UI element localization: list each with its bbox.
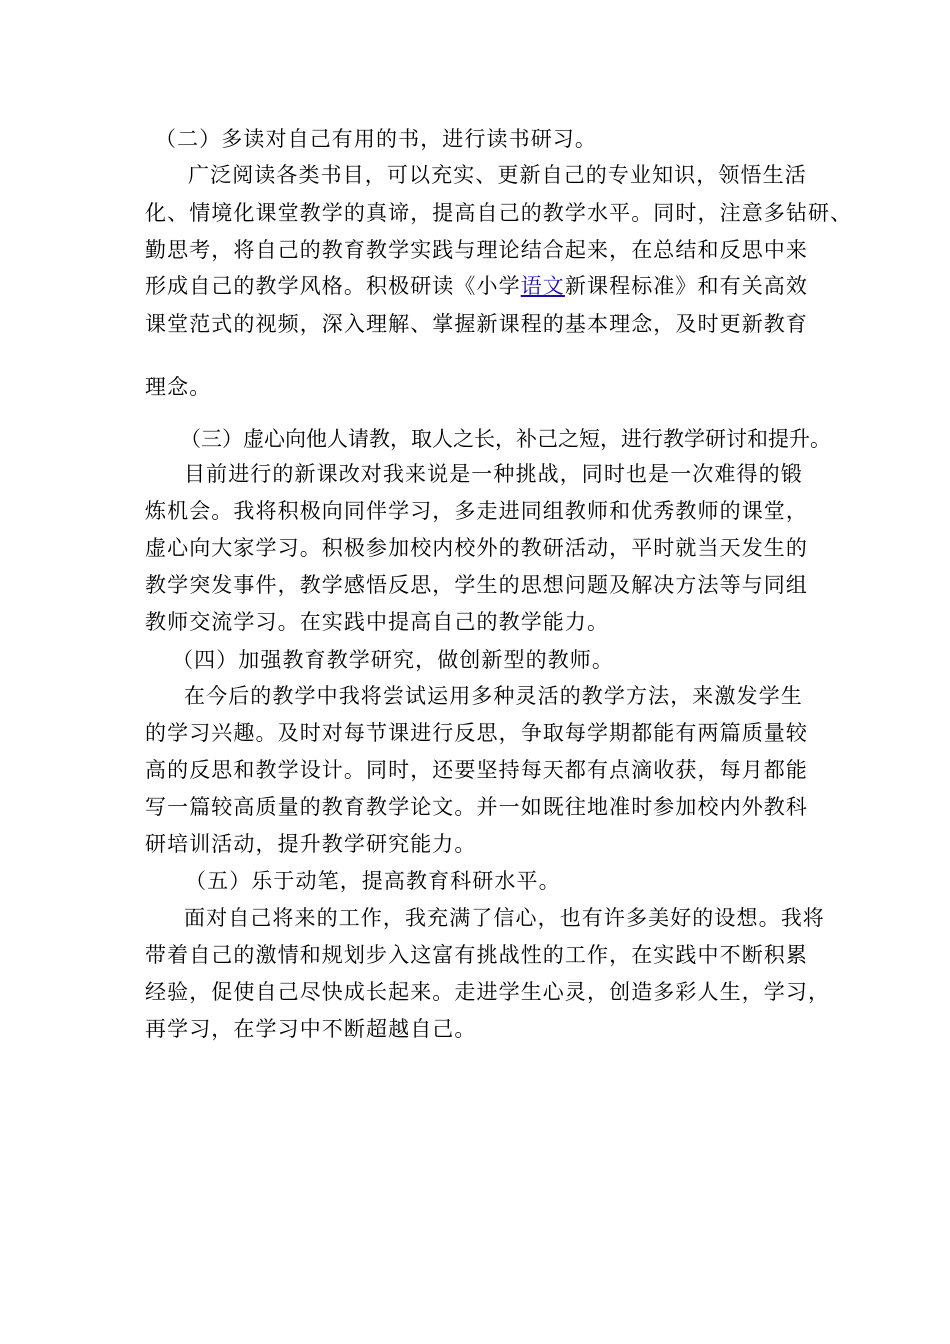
paragraph-line: 研培训活动，提升教学研究能力。 bbox=[145, 832, 477, 856]
paragraph-line: 虚心向大家学习。积极参加校内校外的教研活动，平时就当天发生的 bbox=[145, 536, 808, 560]
section-heading-3: （三）虚心向他人请教，取人之长，补己之短，进行教学研讨和提升。 bbox=[180, 427, 831, 451]
paragraph-line: 课堂范式的视频，深入理解、掌握新课程的基本理念，及时更新教育 bbox=[145, 312, 808, 336]
section-heading-5: （五）乐于动笔，提高教育科研水平。 bbox=[185, 869, 561, 893]
yuwen-link[interactable]: 语文 bbox=[520, 274, 565, 298]
paragraph-line: 的学习兴趣。及时对每节课进行反思，争取每学期都能有两篇质量较 bbox=[145, 721, 808, 745]
paragraph-text: 形成自己的教学风格。积极研读《小学 bbox=[145, 274, 521, 298]
paragraph-line: 教师交流学习。在实践中提高自己的教学能力。 bbox=[145, 610, 610, 634]
section-heading-4: （四）加强教育教学研究，做创新型的教师。 bbox=[172, 648, 614, 672]
paragraph-line: 勤思考，将自己的教育教学实践与理论结合起来，在总结和反思中来 bbox=[145, 238, 808, 262]
paragraph-line: 再学习，在学习中不断超越自己。 bbox=[145, 1017, 477, 1041]
section-heading-2: （二）多读对自己有用的书，进行读书研习。 bbox=[155, 127, 597, 151]
paragraph-line: 化、情境化课堂教学的真谛，提高自己的教学水平。同时，注意多钻研、 bbox=[145, 201, 853, 225]
paragraph-line: 理念。 bbox=[145, 375, 212, 399]
paragraph-line: 经验，促使自己尽快成长起来。走进学生心灵，创造多彩人生，学习， bbox=[145, 980, 831, 1004]
paragraph-line-with-link bbox=[145, 272, 807, 300]
paragraph-line: 炼机会。我将积极向同伴学习，多走进同组教师和优秀教师的课堂， bbox=[145, 499, 808, 523]
paragraph-line: 目前进行的新课改对我来说是一种挑战，同时也是一次难得的锻 bbox=[184, 462, 803, 486]
paragraph-line: 教学突发事件，教学感悟反思，学生的思想问题及解决方法等与同组 bbox=[145, 573, 808, 597]
paragraph-line: 高的反思和教学设计。同时，还要坚持每天都有点滴收获，每月都能 bbox=[145, 758, 808, 782]
paragraph-line: 写一篇较高质量的教育教学论文。并一如既往地准时参加校内外教科 bbox=[145, 795, 808, 819]
paragraph-text: 新课程标准》和有关高效 bbox=[564, 274, 809, 298]
paragraph-line: 面对自己将来的工作，我充满了信心，也有许多美好的设想。我将 bbox=[184, 906, 825, 930]
paragraph-line: 在今后的教学中我将尝试运用多种灵活的教学方法，来激发学生 bbox=[184, 684, 803, 708]
paragraph-line: 广泛阅读各类书目，可以充实、更新自己的专业知识，领悟生活 bbox=[188, 163, 807, 187]
paragraph-line: 带着自己的激情和规划步入这富有挑战性的工作，在实践中不断积累 bbox=[145, 943, 808, 967]
